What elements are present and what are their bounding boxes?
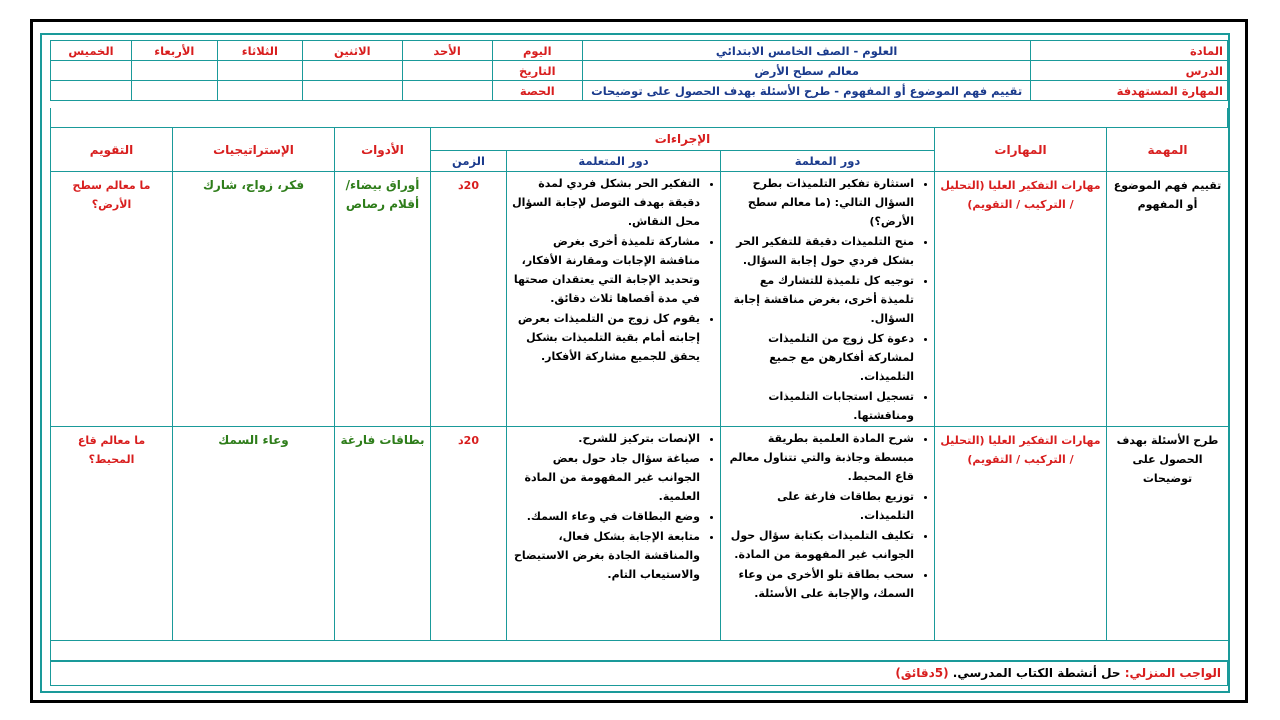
col-task: المهمة — [1107, 128, 1229, 172]
lesson-header-table — [50, 40, 1228, 101]
lesson-plan-table — [50, 127, 1229, 662]
tools-cell: بطاقات فارغة — [335, 427, 431, 641]
student-role-cell — [507, 172, 721, 427]
list-item: • الإنصات بتركيز للشرح. — [511, 429, 700, 448]
list-item: • تكليف التلميذات بكتابة سؤال حول الجوانب غير المفهومة من المادة. — [725, 526, 914, 564]
table-row — [51, 172, 1229, 427]
date-cell — [402, 61, 492, 81]
subject-label: المادة — [1031, 41, 1228, 61]
col-teacher-role: دور المعلمة — [721, 151, 935, 172]
tools-cell: أوراق بيضاء/ أقلام رصاص — [335, 172, 431, 427]
time-cell: 20د — [431, 427, 507, 641]
list-item: • صياغة سؤال جاد حول بعض الجوانب غير المفهومة من المادة العلمية. — [511, 449, 700, 506]
col-tools: الأدوات — [335, 128, 431, 172]
skill-label: المهارة المستهدفة — [1031, 81, 1228, 101]
list-item: • متابعة الإجابة بشكل فعال، والمناقشة الجادة بغرض الاستيضاح والاستيعاب التام. — [511, 527, 700, 584]
day-monday: الاثنين — [303, 41, 402, 61]
task-cell: تقييم فهم الموضوع أو المفهوم — [1107, 172, 1229, 427]
day-tuesday: الثلاثاء — [217, 41, 303, 61]
col-time: الزمن — [431, 151, 507, 172]
list-item: • توزيع بطاقات فارغة على التلميذات. — [725, 487, 914, 525]
homework-label: الواجب المنزلي: — [1124, 666, 1221, 680]
lesson-value: معالم سطح الأرض — [582, 61, 1031, 81]
col-strategies: الإستراتيجيات — [173, 128, 335, 172]
list-item: • يقوم كل زوج من التلميذات بعرض إجابته أمام بقية التلميذات بشكل يحقق للجميع مشاركة الأفكار. — [511, 309, 700, 366]
blank-band — [50, 108, 1228, 127]
list-item: • سحب بطاقة تلو الأخرى من وعاء السمك، والإجابة على الأسئلة. — [725, 565, 914, 603]
list-item: • وضع البطاقات في وعاء السمك. — [511, 507, 700, 526]
list-item: • منح التلميذات دقيقة للتفكير الحر بشكل فردي حول إجابة السؤال. — [725, 232, 914, 270]
day-wednesday: الأربعاء — [132, 41, 218, 61]
teacher-role-cell — [721, 427, 935, 641]
col-skills: المهارات — [935, 128, 1107, 172]
period-label: الحصة — [492, 81, 582, 101]
strategies-cell: فكر، زواج، شارك — [173, 172, 335, 427]
table-row — [51, 427, 1229, 641]
evaluation-cell: ما معالم قاع المحيط؟ — [51, 427, 173, 641]
list-item: • التفكير الحر بشكل فردي لمدة دقيقة بهدف التوصل لإجابة السؤال محل النقاش. — [511, 174, 700, 231]
student-role-cell — [507, 427, 721, 641]
spacer-row — [51, 641, 1229, 662]
day-sunday: الأحد — [402, 41, 492, 61]
skill-value: تقييم فهم الموضوع أو المفهوم - طرح الأسئلة بهدف الحصول على توضيحات — [582, 81, 1031, 101]
list-item: • توجيه كل تلميذة للتشارك مع تلميذة أخرى، بغرض مناقشة إجابة السؤال. — [725, 271, 914, 328]
list-item: • استثارة تفكير التلميذات بطرح السؤال التالي: (ما معالم سطح الأرض؟) — [725, 174, 914, 231]
strategies-cell: وعاء السمك — [173, 427, 335, 641]
list-item: • تسجيل استجابات التلميذات ومناقشتها. — [725, 387, 914, 425]
skills-cell: مهارات التفكير العليا (التحليل / التركيب / التقويم) — [935, 172, 1107, 427]
list-item: • شرح المادة العلمية بطريقة مبسطة وجاذبة والتي تتناول معالم قاع المحيط. — [725, 429, 914, 486]
teacher-role-cell — [721, 172, 935, 427]
homework-text: حل أنشطة الكتاب المدرسي. — [952, 666, 1121, 680]
day-label: اليوم — [492, 41, 582, 61]
col-evaluation: التقويم — [51, 128, 173, 172]
evaluation-cell: ما معالم سطح الأرض؟ — [51, 172, 173, 427]
skills-cell: مهارات التفكير العليا (التحليل / التركيب / التقويم) — [935, 427, 1107, 641]
homework-duration: (5دقائق) — [895, 666, 949, 680]
time-cell: 20د — [431, 172, 507, 427]
homework-bar — [50, 660, 1228, 686]
period-cell — [402, 81, 492, 101]
date-label: التاريخ — [492, 61, 582, 81]
day-thursday: الخميس — [51, 41, 132, 61]
subject-value: العلوم - الصف الخامس الابتدائي — [582, 41, 1031, 61]
col-procedures: الإجراءات — [431, 128, 935, 151]
task-cell: طرح الأسئلة بهدف الحصول على توضيحات — [1107, 427, 1229, 641]
col-student-role: دور المتعلمة — [507, 151, 721, 172]
list-item: • مشاركة تلميذة أخرى بغرض مناقشة الإجابات ومقارنة الأفكار، وتحديد الإجابة التي يعتقدان صحتها في مدة أقصاها ثلاث دقائق. — [511, 232, 700, 308]
lesson-label: الدرس — [1031, 61, 1228, 81]
list-item: • دعوة كل زوج من التلميذات لمشاركة أفكارهن مع جميع التلميذات. — [725, 329, 914, 386]
